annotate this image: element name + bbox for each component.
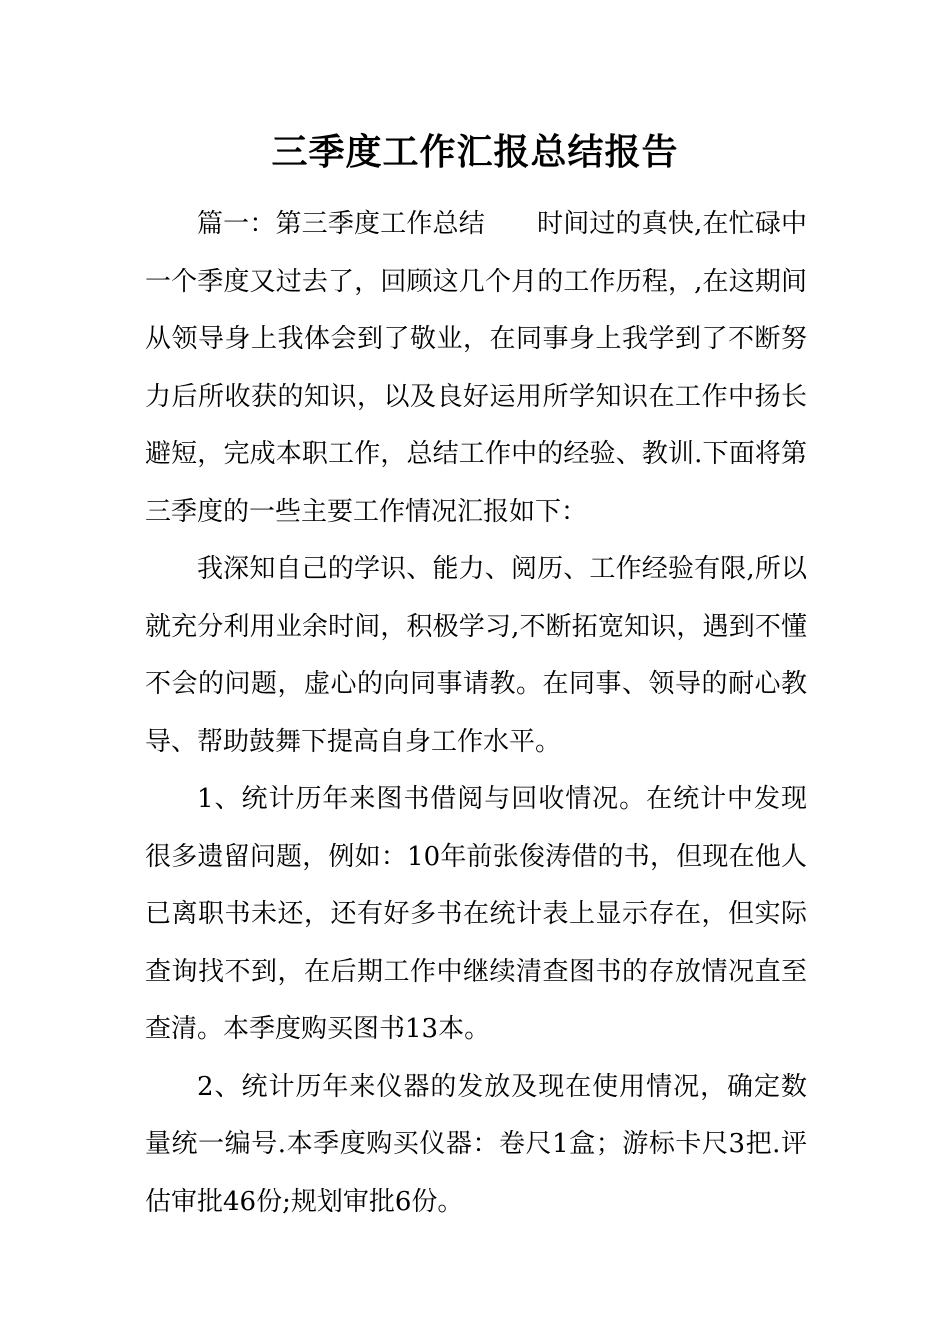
paragraph-item-1: 1、统计历年来图书借阅与回收情况。在统计中发现很多遗留问题，例如：10年前张俊涛借的书，但现在他人已离职书未还，还有好多书在统计表上显示存在，但实际查询找不到，在后期工作中继续清查图书的存放情况直至查清。本季度购买图书13本。: [145, 784, 807, 1044]
document-body: [145, 196, 807, 1231]
paragraph: 我深知自己的学识、能力、阅历、工作经验有限,所以就充分利用业余时间，积极学习,不断拓宽知识，遇到不懂不会的问题，虚心的向同事请教。在同事、领导的耐心教导、帮助鼓舞下提高自身工作水平。: [145, 554, 807, 757]
paragraph-text: 时间过的真快,在忙碌中一个季度又过去了，回顾这几个月的工作历程，,在这期间从领导身上我体会到了敬业，在同事身上我学到了不断努力后所收获的知识，以及良好运用所学知识在工作中扬长避短，完成本职工作，总结工作中的经验、教训.下面将第三季度的一些主要工作情况汇报如下：: [145, 209, 807, 527]
section-label: 篇一：第三季度工作总结: [197, 209, 485, 239]
document-title: 三季度工作汇报总结报告: [271, 131, 679, 173]
paragraph-intro: [145, 196, 807, 541]
paragraph-item-2: 2、统计历年来仪器的发放及现在使用情况，确定数量统一编号.本季度购买仪器：卷尺1盒；游标卡尺3把.评估审批46份;规划审批6份。: [145, 1071, 807, 1217]
